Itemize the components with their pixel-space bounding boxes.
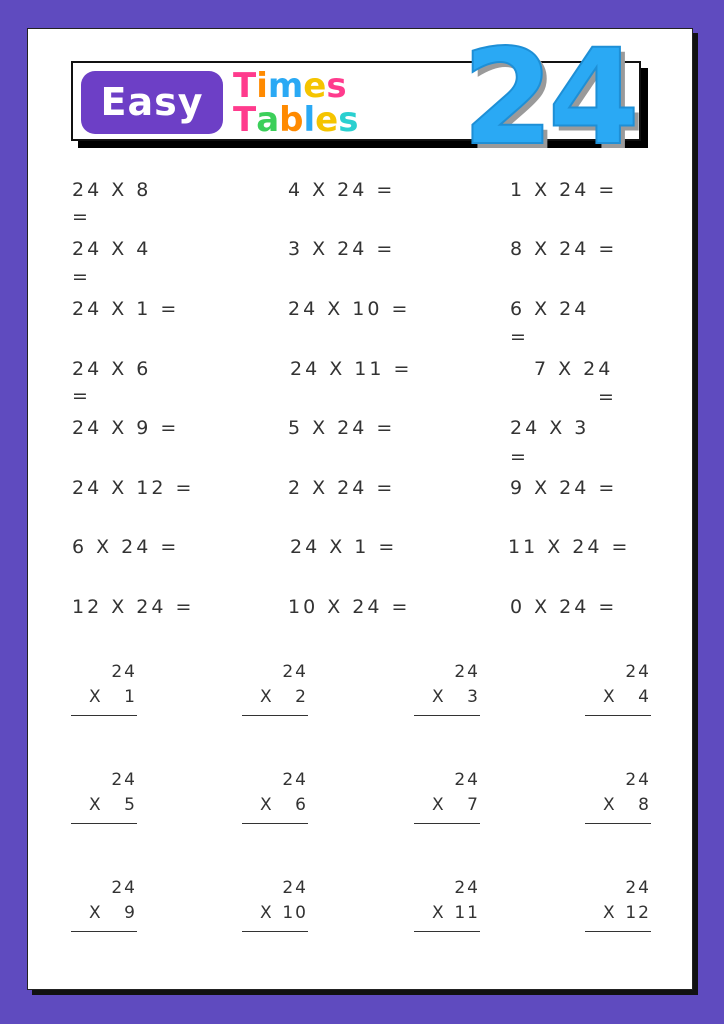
times-sign: X — [260, 903, 274, 923]
problem-text: 4 X 24 = — [288, 179, 396, 201]
multiplicand: 24 — [111, 770, 137, 790]
multiplier: 5 — [124, 795, 137, 815]
answer-line — [585, 931, 651, 932]
multiplier: 4 — [638, 687, 651, 707]
times-sign: X — [603, 795, 617, 815]
answer-line — [585, 715, 651, 716]
vertical-problem — [71, 770, 137, 830]
problem-text: 1 X 24 = — [510, 179, 618, 201]
answer-line — [414, 931, 480, 932]
header-letter: e — [315, 100, 339, 140]
problem-text: 5 X 24 = — [288, 417, 396, 439]
times-sign: X — [260, 687, 274, 707]
vertical-problem — [414, 878, 480, 938]
answer-line — [71, 715, 137, 716]
header-letter: e — [303, 66, 327, 106]
problem-text: = — [72, 385, 91, 407]
multiplier: 1 — [124, 687, 137, 707]
answer-line — [414, 823, 480, 824]
header-letter: s — [338, 100, 359, 140]
multiplier: 3 — [467, 687, 480, 707]
multiplier: 8 — [638, 795, 651, 815]
problem-text: 24 X 10 = — [288, 298, 411, 320]
tables-word — [233, 102, 358, 138]
times-sign: X — [603, 687, 617, 707]
problem-text: = — [598, 386, 617, 408]
problem-text: 11 X 24 = — [508, 536, 631, 558]
vertical-problem — [414, 770, 480, 830]
multiplicand: 24 — [282, 878, 308, 898]
header-letter: m — [267, 66, 304, 106]
problem-text: 2 X 24 = — [288, 477, 396, 499]
answer-line — [71, 931, 137, 932]
header-letter: l — [303, 100, 316, 140]
vertical-problem — [585, 770, 651, 830]
times-word — [233, 68, 347, 104]
header-letter: s — [326, 66, 347, 106]
header-letter: T — [233, 100, 257, 140]
problem-text: = — [510, 326, 529, 348]
vertical-problem — [242, 770, 308, 830]
vertical-problem — [585, 662, 651, 722]
times-sign: X — [432, 903, 446, 923]
answer-line — [242, 715, 308, 716]
multiplier: 10 — [282, 903, 308, 923]
problem-text: 3 X 24 = — [288, 238, 396, 260]
answer-line — [414, 715, 480, 716]
multiplicand: 24 — [625, 878, 651, 898]
multiplier: 9 — [124, 903, 137, 923]
problem-text: = — [510, 446, 529, 468]
multiplier: 12 — [625, 903, 651, 923]
vertical-problem — [242, 878, 308, 938]
problem-text: 24 X 11 = — [290, 358, 413, 380]
header-letter: a — [256, 100, 280, 140]
vertical-problem — [414, 662, 480, 722]
big-number-logo: 24 — [462, 21, 634, 175]
vertical-problem — [71, 878, 137, 938]
problem-text: 8 X 24 = — [510, 238, 618, 260]
multiplicand: 24 — [625, 662, 651, 682]
multiplicand: 24 — [454, 878, 480, 898]
problem-text: 10 X 24 = — [288, 596, 411, 618]
times-sign: X — [432, 687, 446, 707]
problem-text: 6 X 24 = — [72, 536, 180, 558]
multiplicand: 24 — [625, 770, 651, 790]
problem-text: 24 X 1 = — [72, 298, 180, 320]
problem-text: 24 X 4 — [72, 238, 152, 260]
problem-text: 24 X 12 = — [72, 477, 195, 499]
multiplier: 7 — [467, 795, 480, 815]
answer-line — [242, 823, 308, 824]
answer-line — [71, 823, 137, 824]
multiplicand: 24 — [282, 662, 308, 682]
times-sign: X — [89, 903, 103, 923]
vertical-problem — [585, 878, 651, 938]
multiplicand: 24 — [454, 770, 480, 790]
problem-text: 12 X 24 = — [72, 596, 195, 618]
multiplicand: 24 — [454, 662, 480, 682]
vertical-problem — [71, 662, 137, 722]
header-letter: T — [233, 66, 257, 106]
easy-badge: Easy — [81, 71, 223, 134]
problem-text: 24 X 9 = — [72, 417, 180, 439]
header-letter: b — [279, 100, 304, 140]
times-sign: X — [432, 795, 446, 815]
vertical-problem — [242, 662, 308, 722]
multiplier: 2 — [295, 687, 308, 707]
times-sign: X — [89, 795, 103, 815]
answer-line — [242, 931, 308, 932]
multiplier: 11 — [454, 903, 480, 923]
multiplicand: 24 — [282, 770, 308, 790]
problem-text: = — [72, 266, 91, 288]
times-sign: X — [603, 903, 617, 923]
problem-text: 24 X 8 — [72, 179, 152, 201]
problem-text: = — [72, 206, 91, 228]
problem-text: 7 X 24 — [534, 358, 614, 380]
problem-text: 6 X 24 — [510, 298, 590, 320]
problem-text: 24 X 6 — [72, 358, 152, 380]
header-letter: i — [256, 66, 268, 106]
problem-text: 9 X 24 = — [510, 477, 618, 499]
multiplier: 6 — [295, 795, 308, 815]
times-sign: X — [260, 795, 274, 815]
problem-text: 24 X 1 = — [290, 536, 398, 558]
multiplicand: 24 — [111, 662, 137, 682]
times-sign: X — [89, 687, 103, 707]
answer-line — [585, 823, 651, 824]
problem-text: 0 X 24 = — [510, 596, 618, 618]
multiplicand: 24 — [111, 878, 137, 898]
problem-text: 24 X 3 — [510, 417, 590, 439]
